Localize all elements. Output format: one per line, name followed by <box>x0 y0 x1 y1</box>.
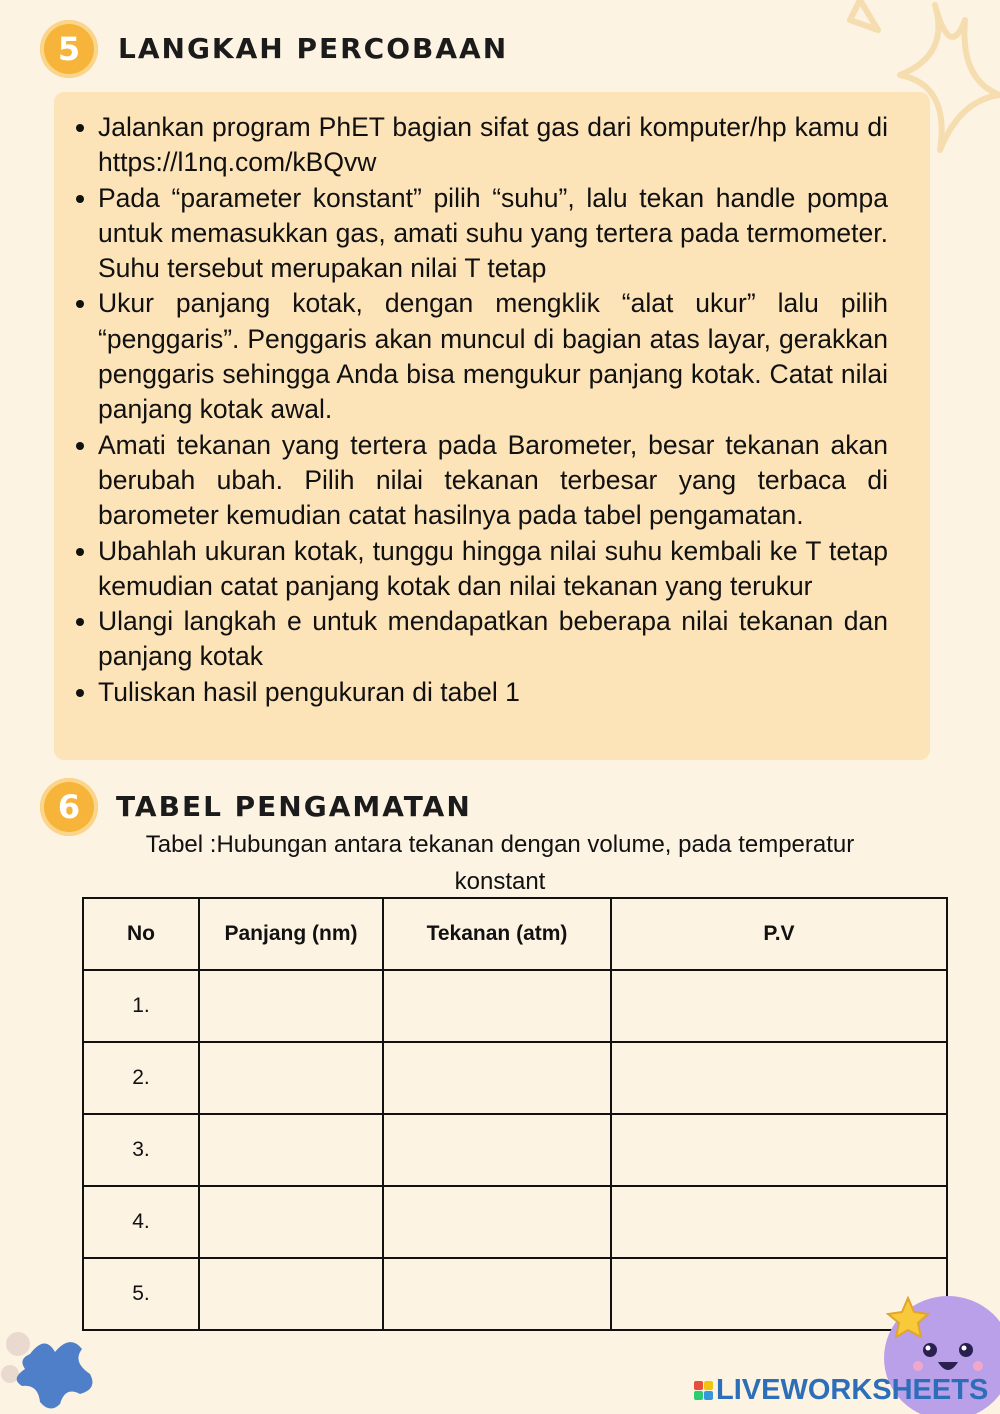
row-number: 5. <box>83 1258 199 1330</box>
observation-table <box>82 897 948 1331</box>
liveworksheets-brand: LIVEWORKSHEETS <box>716 1374 989 1406</box>
section-5-badge <box>40 20 98 78</box>
table-row <box>83 1042 947 1114</box>
tekanan-cell[interactable] <box>383 1042 611 1114</box>
tekanan-cell[interactable] <box>383 1114 611 1186</box>
header-pv: P.V <box>611 898 947 970</box>
section-6-badge <box>40 778 98 836</box>
step-item: Tuliskan hasil pengukuran di tabel 1 <box>74 675 888 710</box>
row-number: 1. <box>83 970 199 1042</box>
table-row <box>83 970 947 1042</box>
liveworksheets-logo <box>694 1374 988 1407</box>
panjang-cell[interactable] <box>199 1042 383 1114</box>
step-item: Ubahlah ukuran kotak, tunggu hingga nilai suhu kembali ke T tetap kemudian catat panjang kotak dan nilai tekanan yang terukur <box>74 534 888 605</box>
step-item: Amati tekanan yang tertera pada Barometer, besar tekanan akan berubah ubah. Pilih nilai tekanan terbesar yang terbaca di barometer kemudian catat hasilnya pada tabel pengamatan. <box>74 428 888 534</box>
step-item: Ukur panjang kotak, dengan mengklik “alat ukur” lalu pilih “penggaris”. Penggaris akan muncul di bagian atas layar, gerakkan penggaris sehingga Anda bisa mengukur panjang kotak. Catat nilai panjang kotak awal. <box>74 286 888 427</box>
panjang-cell[interactable] <box>199 1186 383 1258</box>
panjang-cell[interactable] <box>199 1114 383 1186</box>
row-number: 3. <box>83 1114 199 1186</box>
step-item: Ulangi langkah e untuk mendapatkan beberapa nilai tekanan dan panjang kotak <box>74 604 888 675</box>
tekanan-cell[interactable] <box>383 1258 611 1330</box>
pv-cell[interactable] <box>611 1114 947 1186</box>
row-number: 2. <box>83 1042 199 1114</box>
table-row <box>83 1114 947 1186</box>
panjang-cell[interactable] <box>199 970 383 1042</box>
header-tekanan: Tekanan (atm) <box>383 898 611 970</box>
table-caption: Tabel :Hubungan antara tekanan dengan volume, pada temperatur konstant <box>145 831 855 895</box>
pv-cell[interactable] <box>611 970 947 1042</box>
steps-box <box>54 92 930 760</box>
step-item: Jalankan program PhET bagian sifat gas dari komputer/hp kamu di https://l1nq.com/kBQvw <box>74 110 888 181</box>
section-5-number: 5 <box>57 30 81 68</box>
section-6-title: TABEL PENGAMATAN <box>116 790 472 823</box>
table-row <box>83 1186 947 1258</box>
steps-list <box>74 110 888 710</box>
pv-cell[interactable] <box>611 1186 947 1258</box>
liveworksheets-mark-icon <box>694 1381 713 1400</box>
tekanan-cell[interactable] <box>383 970 611 1042</box>
header-no: No <box>83 898 199 970</box>
row-number: 4. <box>83 1186 199 1258</box>
panjang-cell[interactable] <box>199 1258 383 1330</box>
table-row <box>83 1258 947 1330</box>
section-5-title: LANGKAH PERCOBAAN <box>118 32 509 65</box>
tekanan-cell[interactable] <box>383 1186 611 1258</box>
header-panjang: Panjang (nm) <box>199 898 383 970</box>
section-6-number: 6 <box>57 788 81 826</box>
step-item: Pada “parameter konstant” pilih “suhu”, lalu tekan handle pompa untuk memasukkan gas, amati suhu yang tertera pada termometer. Suhu tersebut merupakan nilai T tetap <box>74 181 888 287</box>
blob-decoration-icon <box>0 1314 110 1414</box>
pv-cell[interactable] <box>611 1042 947 1114</box>
table-header-row <box>83 898 947 970</box>
